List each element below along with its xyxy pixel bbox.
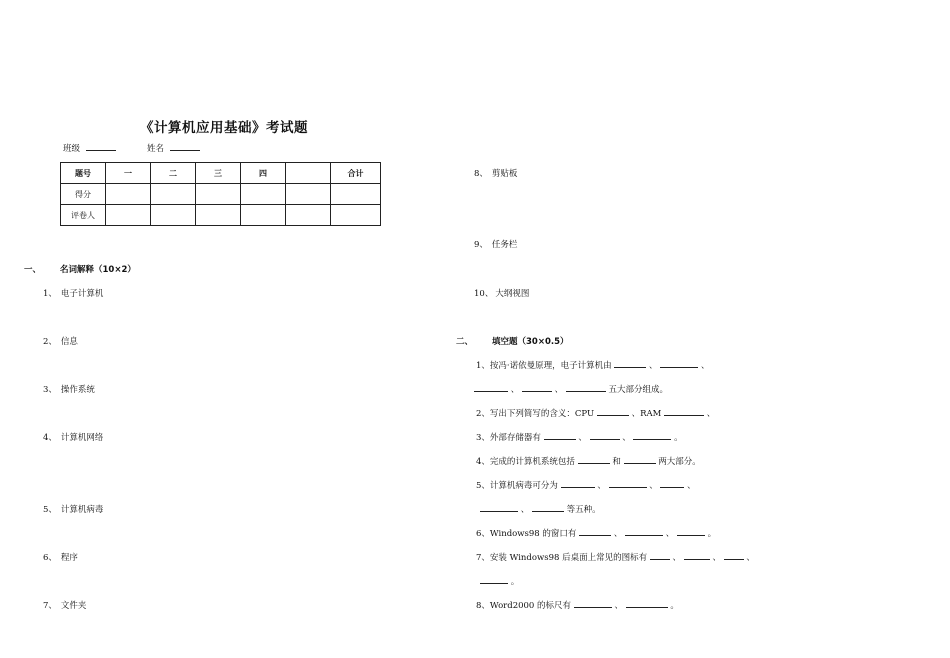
score-table-header-row: [61, 163, 381, 184]
question-3: 3、外部存储器有 、 、 。: [476, 433, 683, 443]
item-number: 4、: [43, 433, 57, 443]
answer-blank[interactable]: [561, 480, 595, 488]
answer-blank[interactable]: [625, 528, 663, 536]
section2-heading: 填空题（30×0.5）: [492, 337, 569, 347]
answer-blank[interactable]: [624, 456, 656, 464]
score-row-label: 评卷人: [61, 205, 106, 226]
table-row: [61, 184, 381, 205]
score-cell[interactable]: [106, 184, 151, 205]
class-label: 班级: [63, 144, 81, 154]
answer-blank[interactable]: [660, 360, 698, 368]
list-item: [43, 335, 78, 347]
section1-number: 一、: [24, 265, 42, 275]
list-item: [43, 287, 103, 299]
score-header-cell: 合计: [331, 163, 381, 184]
cpu-blank[interactable]: [597, 408, 629, 416]
question-7-line-1: 7、安装 Windows98 后桌面上常见的图标有 、 、 、: [476, 553, 755, 563]
answer-blank[interactable]: [633, 432, 671, 440]
list-item: [474, 167, 517, 179]
score-header-cell: [286, 163, 331, 184]
name-label: 姓名: [147, 144, 165, 154]
answer-blank[interactable]: [677, 528, 705, 536]
item-text: 文件夹: [60, 601, 87, 611]
score-cell[interactable]: [286, 184, 331, 205]
score-cell[interactable]: [196, 205, 241, 226]
score-table: [60, 162, 381, 226]
question-4: 4、完成的计算机系统包括 和 两大部分。: [476, 457, 701, 467]
answer-blank[interactable]: [579, 528, 611, 536]
score-cell[interactable]: [151, 205, 196, 226]
list-item: [43, 431, 103, 443]
name-field: [147, 142, 200, 154]
class-blank[interactable]: [86, 143, 116, 151]
page-title: 《计算机应用基础》考试题: [140, 120, 308, 136]
score-cell[interactable]: [241, 205, 286, 226]
score-header-cell: 四: [241, 163, 286, 184]
item-text: 操作系统: [60, 385, 95, 395]
answer-blank[interactable]: [650, 552, 670, 560]
answer-blank[interactable]: [544, 432, 576, 440]
question-6: 6、Windows98 的窗口有 、 、 。: [476, 529, 717, 539]
table-row: [61, 205, 381, 226]
answer-blank[interactable]: [474, 384, 508, 392]
list-item: [43, 503, 103, 515]
answer-blank[interactable]: [566, 384, 606, 392]
item-number: 7、: [43, 601, 57, 611]
list-item: [474, 238, 517, 250]
list-item: [43, 551, 78, 563]
item-text: 任务栏: [491, 240, 518, 250]
item-text: 剪贴板: [491, 169, 518, 179]
ram-blank[interactable]: [664, 408, 704, 416]
item-text: 电子计算机: [60, 289, 104, 299]
score-cell[interactable]: [331, 184, 381, 205]
section1-heading: 名词解释（10×2）: [60, 265, 136, 275]
score-header-cell: 题号: [61, 163, 106, 184]
question-5-line-2: 、 等五种。: [480, 503, 601, 515]
question-1-line-1: 1、按冯·诺依曼原理，电子计算机由 、 、: [476, 361, 710, 371]
answer-blank[interactable]: [684, 552, 710, 560]
answer-blank[interactable]: [574, 600, 612, 608]
answer-blank[interactable]: [590, 432, 620, 440]
score-header-cell: 三: [196, 163, 241, 184]
item-number: 8、: [474, 169, 488, 179]
score-row-label: 得分: [61, 184, 106, 205]
question-2: 2、写出下列简写的含义：CPU 、RAM 、: [476, 409, 716, 419]
item-number: 5、: [43, 505, 57, 515]
item-number: 6、: [43, 553, 57, 563]
answer-blank[interactable]: [724, 552, 744, 560]
answer-blank[interactable]: [660, 480, 684, 488]
score-cell[interactable]: [106, 205, 151, 226]
answer-blank[interactable]: [480, 504, 518, 512]
answer-blank[interactable]: [626, 600, 668, 608]
item-number: 1、: [43, 289, 57, 299]
score-cell[interactable]: [151, 184, 196, 205]
question-8: 8、Word2000 的标尺有 、 。: [476, 601, 679, 611]
score-header-cell: 二: [151, 163, 196, 184]
item-number: 9、: [474, 240, 488, 250]
list-item: [43, 383, 95, 395]
item-text: 计算机病毒: [60, 505, 104, 515]
question-7-line-2: 。: [480, 575, 519, 587]
item-number: 2、: [43, 337, 57, 347]
list-item: [474, 287, 529, 299]
answer-blank[interactable]: [614, 360, 646, 368]
answer-blank[interactable]: [480, 576, 508, 584]
list-item: [43, 599, 86, 611]
class-field: [63, 142, 116, 154]
answer-blank[interactable]: [532, 504, 564, 512]
score-header-cell: 一: [106, 163, 151, 184]
item-text: 大纲视图: [495, 289, 530, 299]
question-1-line-2: 、 、 五大部分组成。: [474, 383, 668, 395]
answer-blank[interactable]: [609, 480, 647, 488]
answer-blank[interactable]: [522, 384, 552, 392]
item-text: 计算机网络: [60, 433, 104, 443]
item-number: 10、: [474, 289, 494, 299]
item-text: 程序: [60, 553, 78, 563]
score-cell[interactable]: [196, 184, 241, 205]
item-number: 3、: [43, 385, 57, 395]
answer-blank[interactable]: [578, 456, 610, 464]
section2-number: 二、: [456, 337, 474, 347]
score-cell[interactable]: [241, 184, 286, 205]
name-blank[interactable]: [170, 143, 200, 151]
question-5-line-1: 5、计算机病毒可分为 、 、 、: [476, 481, 696, 491]
item-text: 信息: [60, 337, 78, 347]
score-cell[interactable]: [331, 205, 381, 226]
score-cell[interactable]: [286, 205, 331, 226]
